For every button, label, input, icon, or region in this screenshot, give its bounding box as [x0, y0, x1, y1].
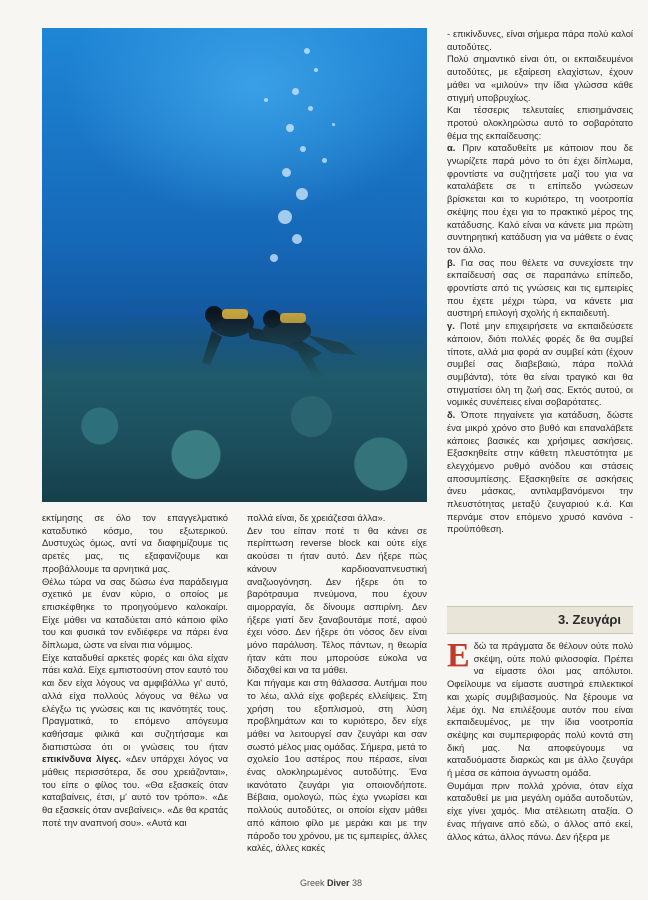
brand-prefix: Greek	[300, 878, 328, 888]
bold-phrase: επικίνδυνα λίγες.	[42, 753, 122, 765]
paragraph-text: δώ τα πράγματα δε θέλουν ούτε πολύ σκέψη, ούτε πολύ φιλοσοφία. Πρέπει να είμαστε όλοι μας απόλυτοι. Οφείλουμε να είμαστε αυστηρά επιλεκτικοί και χωρίς συμβιβασμούς. Να ξέρουμε να λέμε όχι. Να επιλέξουμε αυτόν που είναι εκπαιδευμένος, με την ίδια νοοτροπία σκέψης και συμπεριφοράς πολύ κοντά στη δική μας. Να αποφεύγουμε να καταδυόμαστε διαρκώς και με άλλο ζευγάρι ή μέσα σε κάποια άγνωστη ομάδα.	[447, 640, 633, 779]
middle-column	[247, 512, 427, 855]
brand-name: Diver	[327, 878, 350, 888]
list-label: β.	[447, 256, 456, 268]
list-item	[447, 257, 633, 321]
list-text: Όποτε πηγαίνετε για κατάδυση, δώστε ένα μικρό χρόνο στο βυθό και επαναλάβετε κάποιες βασικές και χρήσιμες ασκήσεις. Εξασκηθείτε στην κάθετη πλευστότητα με ελεγχόμενο ρυθμό ανόδου και στάσεις αποσυμπίεσης. Εξασκηθείτε σε ασκήσεις άνευ μάσκας, αντιλαμβανόμενοι την πλευστότητας μεταξύ ζευγαριού κ.ά. Και περνάμε στον επόμενο χρυσό κανόνα - προϋπόθεση.	[447, 409, 633, 535]
right-column-bottom	[447, 637, 633, 843]
section-heading-box	[447, 606, 633, 634]
list-label: δ.	[447, 409, 456, 421]
list-item	[447, 409, 633, 536]
section-heading: 3. Ζευγάρι	[557, 612, 621, 627]
underwater-divers-photo	[42, 28, 427, 502]
paragraph: Και τέσσερις τελευταίες επισημάνσεις προτού ολοκληρώσω αυτό το σοβαρότατο θέμα της εκπαίδευσης:	[447, 104, 633, 141]
list-text: Πριν καταδυθείτε με κάποιον που δε γνωρίζετε παρά μόνο το ότι έχει δίπλωμα, φροντίστε να συζητήσετε μαζί του για να καταλάβετε σε τι επίπεδο γνώσεων βρίσκεται και το κυριότερο, τη νοοτροπία σκέψης που έχει για το πρακτικό μέρος της κατάδυσης. Καλό είναι να κάνετε μια πρώτη συντηρητική κατάδυση για να μάθετε ο ένας τον άλλο.	[447, 142, 634, 255]
list-text: Για σας που θέλετε να συνεχίσετε την εκπαίδευσή σας σε παραπάνω επίπεδο, φροντίστε από τις γνώσεις και τις εμπειρίες που έχετε μέχρι τώρα, να κάνετε μια αυστηρή επιλογή σχολής ή εκπαιδευτή.	[447, 256, 634, 319]
quote-text: «Δεν υπάρχει λόγος να μάθεις περισσότερα, δε σου χρειάζονται», του είπε ο φίλος του. «Θα εξασκείς όταν καταβαίνεις, έτσι, μ' αυτό τον τρόπο». «Δε θα εξασκείς όταν ανεβαίνεις». «Δε θα κρατάς ποτέ την αναπνοή σου». «Αυτά και	[42, 753, 229, 828]
list-text: Ποτέ μην επιχειρήσετε να εκπαιδεύσετε κάποιον, διότι πολλές φορές δε θα συμβεί τίποτε, αλλά μια φορά αν συμβεί κάτι (έχουν συμβεί σας διαβεβαιώ, πάρα πολλά συμβάντα), τότε θα είναι τραγικό και θα στιγματίσει όλη τη ζωή σας. Εκτός αυτού, οι νομικές συνέπειες είναι σοβαρότατες.	[447, 320, 634, 408]
paragraph: - επικίνδυνες, είναι σήμερα πάρα πολύ καλοί αυτοδύτες.	[447, 28, 633, 52]
list-label: α.	[447, 142, 456, 154]
paragraph: Και πήγαμε και στη θάλασσα. Αυτήμαι που το λέω, αλλά είχε φοβερές ελλείψεις. Στη χρήση του εξοπλισμού, στη λύση προβλημάτων και το κυριότερο, δεν είχε μάθει να λειτουργεί σαν ζευγάρι και σαν σωστό μέλος μιας ομάδας. Σήμερα, μετά το σχολείο 1ου αστέρος που πέρασε, είναι ένας ολοκληρωμένος αυτοδύτης. Ένα ικανότατο ζευγάρι για οποιονδήποτε. Βέβαια, ομολογώ, πώς έχω γνωρίσει και πολλούς αυτοδύτες, οι οποίοι είχαν μάθει από κάποιο φίλο με μεράκι και με την πάροδο του χρόνου, με τις εμπειρίες, άλλες καλές, άλλες κακές	[247, 677, 427, 854]
left-column	[42, 512, 228, 830]
paragraph-text: Είχε καταδυθεί αρκετές φορές και όλα είχαν πάει καλά. Είχε εμπιστοσύνη στον εαυτό του και δεν είχα λόγους να αμφιβάλλω γι' αυτό, αλλά είχα πολλούς λόγους να θέλω να ελέγξω τις γνώσεις και τις ικανότητές τους. Πραγματικά, το επόμενο απόγευμα καθήσαμε φιλικά και συζητήσαμε και διαπιστώσα ότι οι γνώσεις του ήταν	[42, 651, 228, 752]
coral-reef	[42, 312, 427, 502]
list-item	[447, 142, 633, 256]
paragraph: Θέλω τώρα να σας δώσω ένα παράδειγμα σχετικό με έναν κύριο, ο οποίος με επισκέφθηκε το προηγούμενο καλοκαίρι. Είχε μάθει να καταδύεται από κάποιο φίλο του και φυσικά τον ενδιέφερε να πάρει ένα δίπλωμα, ώστε να είναι πια νόμιμος.	[42, 575, 228, 651]
paragraph: εκτίμησης σε όλο τον επαγγελματικό καταδυτικό κόσμο, του εξωτερικού. Δυστυχώς όμως, αντί να διαφημίζουμε τις αρετές μας, τις εξαφανίζουμε και προβάλλουμε τα αρνητικά μας.	[42, 512, 228, 574]
paragraph: πολλά είναι, δε χρειάζεσαι άλλα».	[247, 512, 386, 523]
paragraph: Πολύ σημαντικό είναι ότι, οι εκπαιδευμένοι αυτοδύτες, με εξαίρεση ελαχίστων, έχουν μάθει να «μιλούν» την ίδια γλώσσα κάθε στιγμή υποβρυχίως.	[447, 53, 633, 103]
right-column-top	[447, 28, 633, 536]
list-label: γ.	[447, 320, 455, 332]
page-footer	[300, 878, 362, 888]
paragraph: Δεν του είπαν ποτέ τι θα κάνει σε περίπτωση reverse block και ούτε είχε ακούσει τι ήταν αυτό. Δεν ήξερε πώς κάνουν καρδιοαναπνευστική αναζωογόνηση. Δεν ήξερε ότι το βαρότραυμα πνεύμονα, που έχουν αιμορραγία, δε δίνουμε ασπιρίνη. Δεν ήξερε γιατί δεν ξαναβουτάμε ποτέ, αφού έχει νόσο. Δεν ήξερε ότι νόσος δεν είναι μόνο παράλυση. Τέλος πάντων, η θεωρία ήταν κάτι που μπορούσε εύκολα να διδαχθεί και να τα μάθει.	[247, 524, 427, 676]
paragraph	[42, 652, 228, 830]
page-number: 38	[352, 878, 363, 888]
dropcap: Ε	[447, 637, 470, 674]
paragraph	[447, 637, 633, 780]
list-item	[447, 320, 633, 409]
paragraph: Θυμάμαι πριν πολλά χρόνια, όταν είχα καταδυθεί με μια μεγάλη ομάδα αυτοδυτών, είχε γίνει χαμός. Μια ατέλειωτη αταξία. Ο ένας πήγαινε από εδώ, ο άλλος από εκεί, άλλος κάτω, άλλος πάνω. Δεν ήξερα με	[447, 779, 633, 842]
